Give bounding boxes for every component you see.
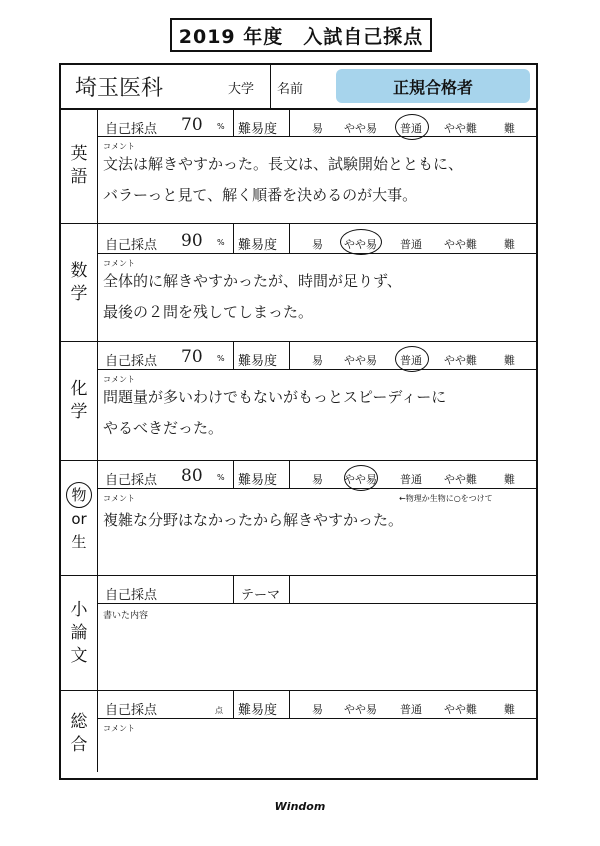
university-name: 埼玉医科 [75,76,164,101]
subject-chemistry: 化 学 [70,379,88,422]
theme-label: テーマ [241,588,281,603]
name-label: 名前 [277,82,304,97]
self-score-label: 自己採点 [105,122,158,137]
subject-english: 英 語 [70,144,88,187]
comment-chemistry: 問題量が多いわけでもないがもっとスピーディーに やるべきだった。 [103,388,447,437]
subject-essay: 小 論 文 [70,599,88,666]
score-value: 80 [181,466,203,486]
score-value: 90 [181,231,203,251]
comment-math: 全体的に解きやすかったが、時間が足りず、 最後の２問を残してしまった。 [103,272,402,321]
comment-physics-or-biology: 複雑な分野はなかったから解きやすかった。 [103,511,404,529]
university-label: 大学 [228,82,255,97]
footer-brand: Windom [274,800,326,813]
score-value: 70 [181,347,203,367]
written-content-label: 書いた内容 [103,611,149,621]
comment-english: 文法は解きやすかった。長文は、試験開始とともに、 バラーっと見て、解く順番を決めるのが大事。 [103,155,464,204]
score-sheet: 埼玉医科 大学 名前 正規合格者 英 語 自己採点 70 % 難易度 易 やや易 普通 やや難 難 コメント 文法は解きやすかった。長文は、試験開始とともに、 バラーっと見て、解く順番を決めるのが大事。 数 学 自己採点 90 % 難易度 易 やや易 普通 やや難 難 コメント 全体的に解きやすかったが、時間が足りず、 最後の２問を残してしまった。 化 学 自己採点 70 % 難易度 易 やや易 普通 やや難 難 コメント 問題量が多いわけでもないがもっとスピーディーに やるべきだった。 物 or 生 自己採点 80 % 難易度 易 やや易 普通 やや難 難 コメント ←物理か生物に○をつけて 複雑な分野はなかったから解きやすかった。 小 論 文 自己採点 テーマ 書いた内容 総 合 自己採点 点 難易度 易 やや易 普通 やや難 難 コメント [59,63,538,780]
difficulty-circle [340,229,382,255]
subject-note: ←物理か生物に○をつけて [399,494,493,503]
page-title: 2019 年度 入試自己採点 [170,18,432,52]
subject-physics-or-biology: 物 or 生 [61,461,97,575]
subject-overall: 総 合 [70,712,88,755]
result-badge: 正規合格者 [336,69,530,103]
score-value: 70 [181,115,203,135]
difficulty-label: 難易度 [238,122,278,137]
subject-math: 数 学 [70,260,88,304]
